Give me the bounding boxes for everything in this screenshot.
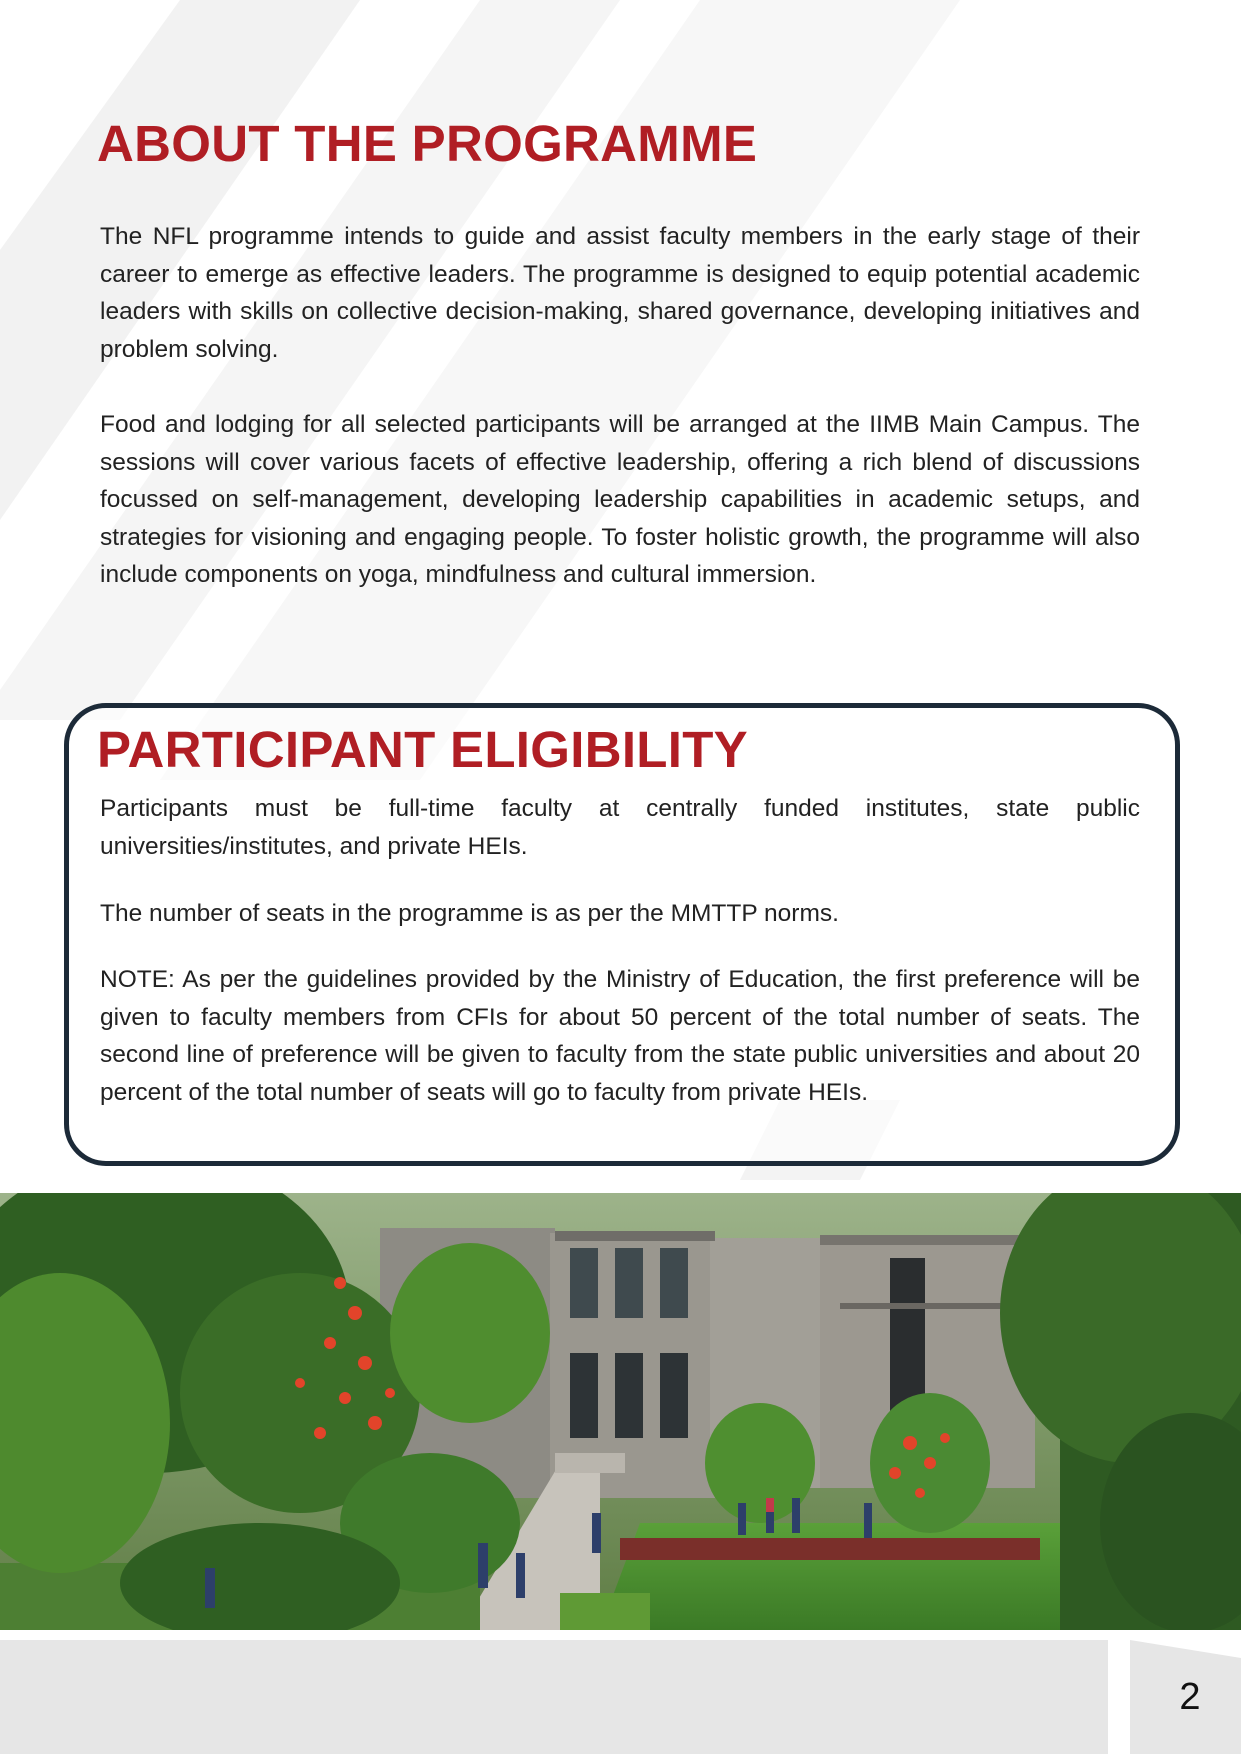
about-paragraph-2: Food and lodging for all selected participants will be arranged at the IIMB Main Campus. The sessions will cover various facets of effective leadership, offering a rich blend of discussions focussed on self-management, developing leadership capabilities in academic setups, and strategies for visioning and engaging people. To foster holistic growth, the programme will also include components on yoga, mindfulness and cultural immersion.	[100, 411, 1140, 588]
eligibility-paragraph-2: The number of seats in the programme is as per the MMTTP norms.	[100, 900, 839, 927]
eligibility-paragraph-1: Participants must be full-time faculty at centrally funded institutes, state public universities/institutes, and private HEIs.	[100, 795, 1140, 860]
campus-photo	[0, 1193, 1241, 1630]
page-number: 2	[1179, 1676, 1201, 1718]
eligibility-heading: PARTICIPANT ELIGIBILITY	[97, 721, 748, 778]
about-heading: ABOUT THE PROGRAMME	[97, 115, 758, 172]
footer-band	[0, 1640, 1108, 1754]
about-paragraph-1: The NFL programme intends to guide and assist faculty members in the early stage of their career to emerge as effective leaders. The programme is designed to equip potential academic leaders with skills on collective decision-making, shared governance, developing initiatives and problem solving.	[100, 223, 1140, 363]
eligibility-note: NOTE: As per the guidelines provided by the Ministry of Education, the first preference will be given to faculty members from CFIs for about 50 percent of the total number of seats. The second line of preference will be given to faculty from the state public universities and about 20 percent of the total number of seats will go to faculty from private HEIs.	[100, 966, 1140, 1106]
